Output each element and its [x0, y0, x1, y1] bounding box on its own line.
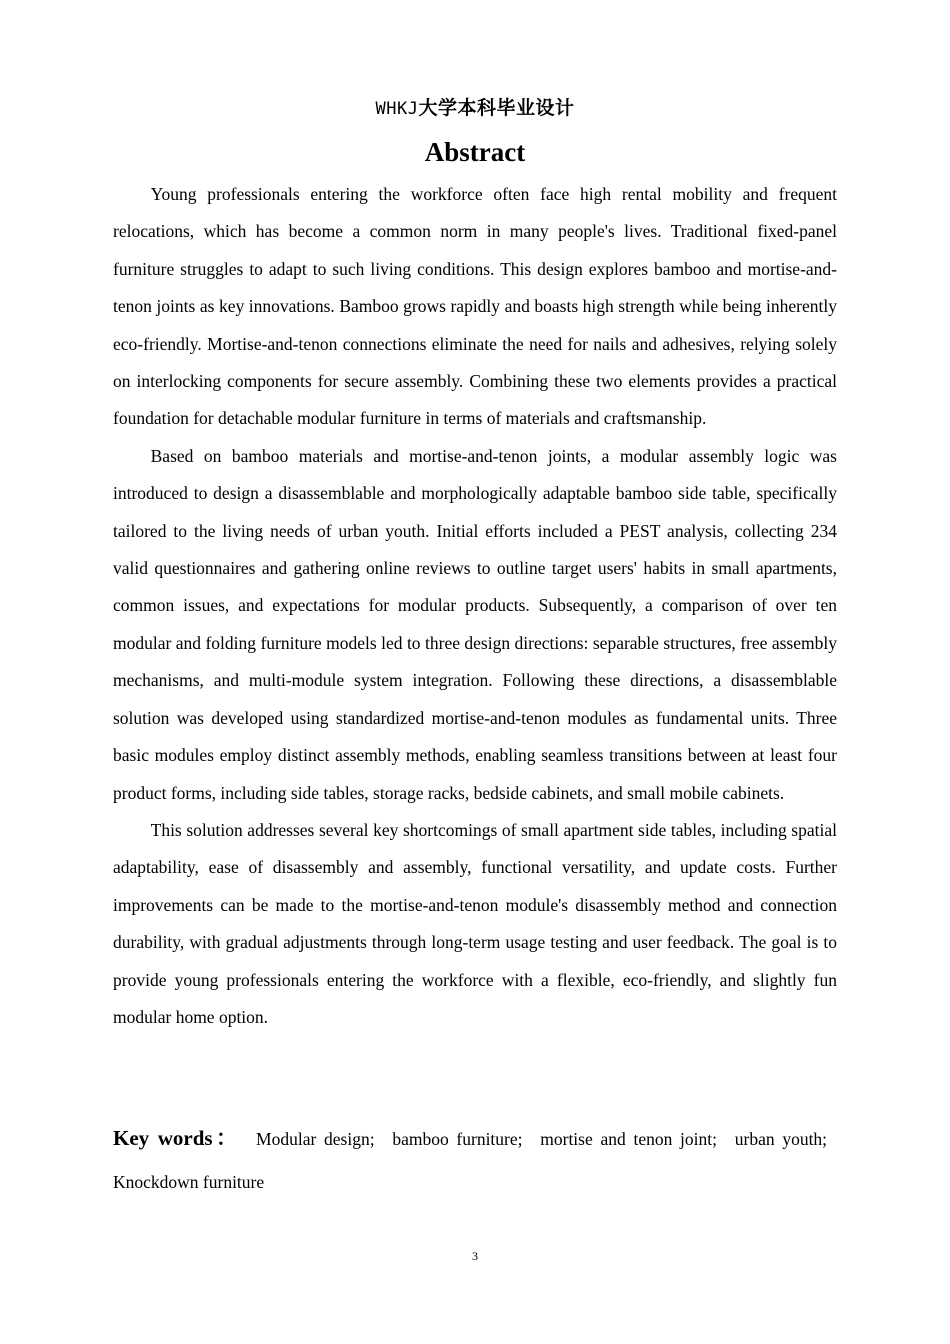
abstract-paragraph-3: This solution addresses several key shortcomings of small apartment side tables, including spatial adaptability, ease of disassembly and assembly, functional versatility, and update costs. Further improvements can be made to the mortise-and-tenon module's disassembly method and connection durability, with gradual adjustments through long-term usage testing and user feedback. The goal is to provide young professionals entering the workforce with a flexible, eco-friendly, and slightly fun modular home option. [113, 819, 837, 1027]
abstract-paragraph-1: Young professionals entering the workforce often face high rental mobility and frequent relocations, which has become a common norm in many people's lives. Traditional fixed-panel furniture struggles to adapt to such living conditions. This design explores bamboo and mortise-and-tenon joints as key innovations. Bamboo grows rapidly and boasts high strength while being inherently eco-friendly. Mortise-and-tenon connections eliminate the need for nails and adhesives, relying solely on interlocking components for secure assembly. Combining these two elements provides a practical foundation for detachable modular furniture in terms of materials and craftsmanship. [113, 184, 837, 429]
keyword-item: mortise and tenon joint; [540, 1129, 718, 1149]
keywords-section [113, 1117, 837, 1204]
running-header [0, 96, 950, 121]
keyword-item: urban youth; [734, 1129, 828, 1149]
header-university-code: WHKJ [375, 99, 419, 119]
abstract-body [113, 176, 837, 1036]
keyword-item: Modular design; [256, 1129, 375, 1149]
abstract-paragraph-2: Based on bamboo materials and mortise-and-tenon joints, a modular assembly logic was introduced to design a disassemblable and morphologically adaptable bamboo side table, specifically tailored to the living needs of urban youth. Initial efforts included a PEST analysis, collecting 234 valid questionnaires and gathering online reviews to outline target users' habits in small apartments, common issues, and expectations for modular products. Subsequently, a comparison of over ten modular and folding furniture models led to three design directions: separable structures, free assembly mechanisms, and multi-module system integration. Following these directions, a disassemblable solution was developed using standardized mortise-and-tenon modules as fundamental units. Three basic modules employ distinct assembly methods, enabling seamless transitions between at least four product forms, including side tables, storage racks, bedside cabinets, and small mobile cabinets. [113, 445, 837, 803]
header-thesis-label: 大学本科毕业设计 [418, 97, 575, 119]
keyword-item: Knockdown furniture [113, 1172, 265, 1192]
page-title: Abstract [424, 137, 526, 167]
page-number: 3 [472, 1249, 478, 1263]
keyword-item: bamboo furniture; [392, 1129, 523, 1149]
keywords-label: Key words： [113, 1126, 241, 1150]
